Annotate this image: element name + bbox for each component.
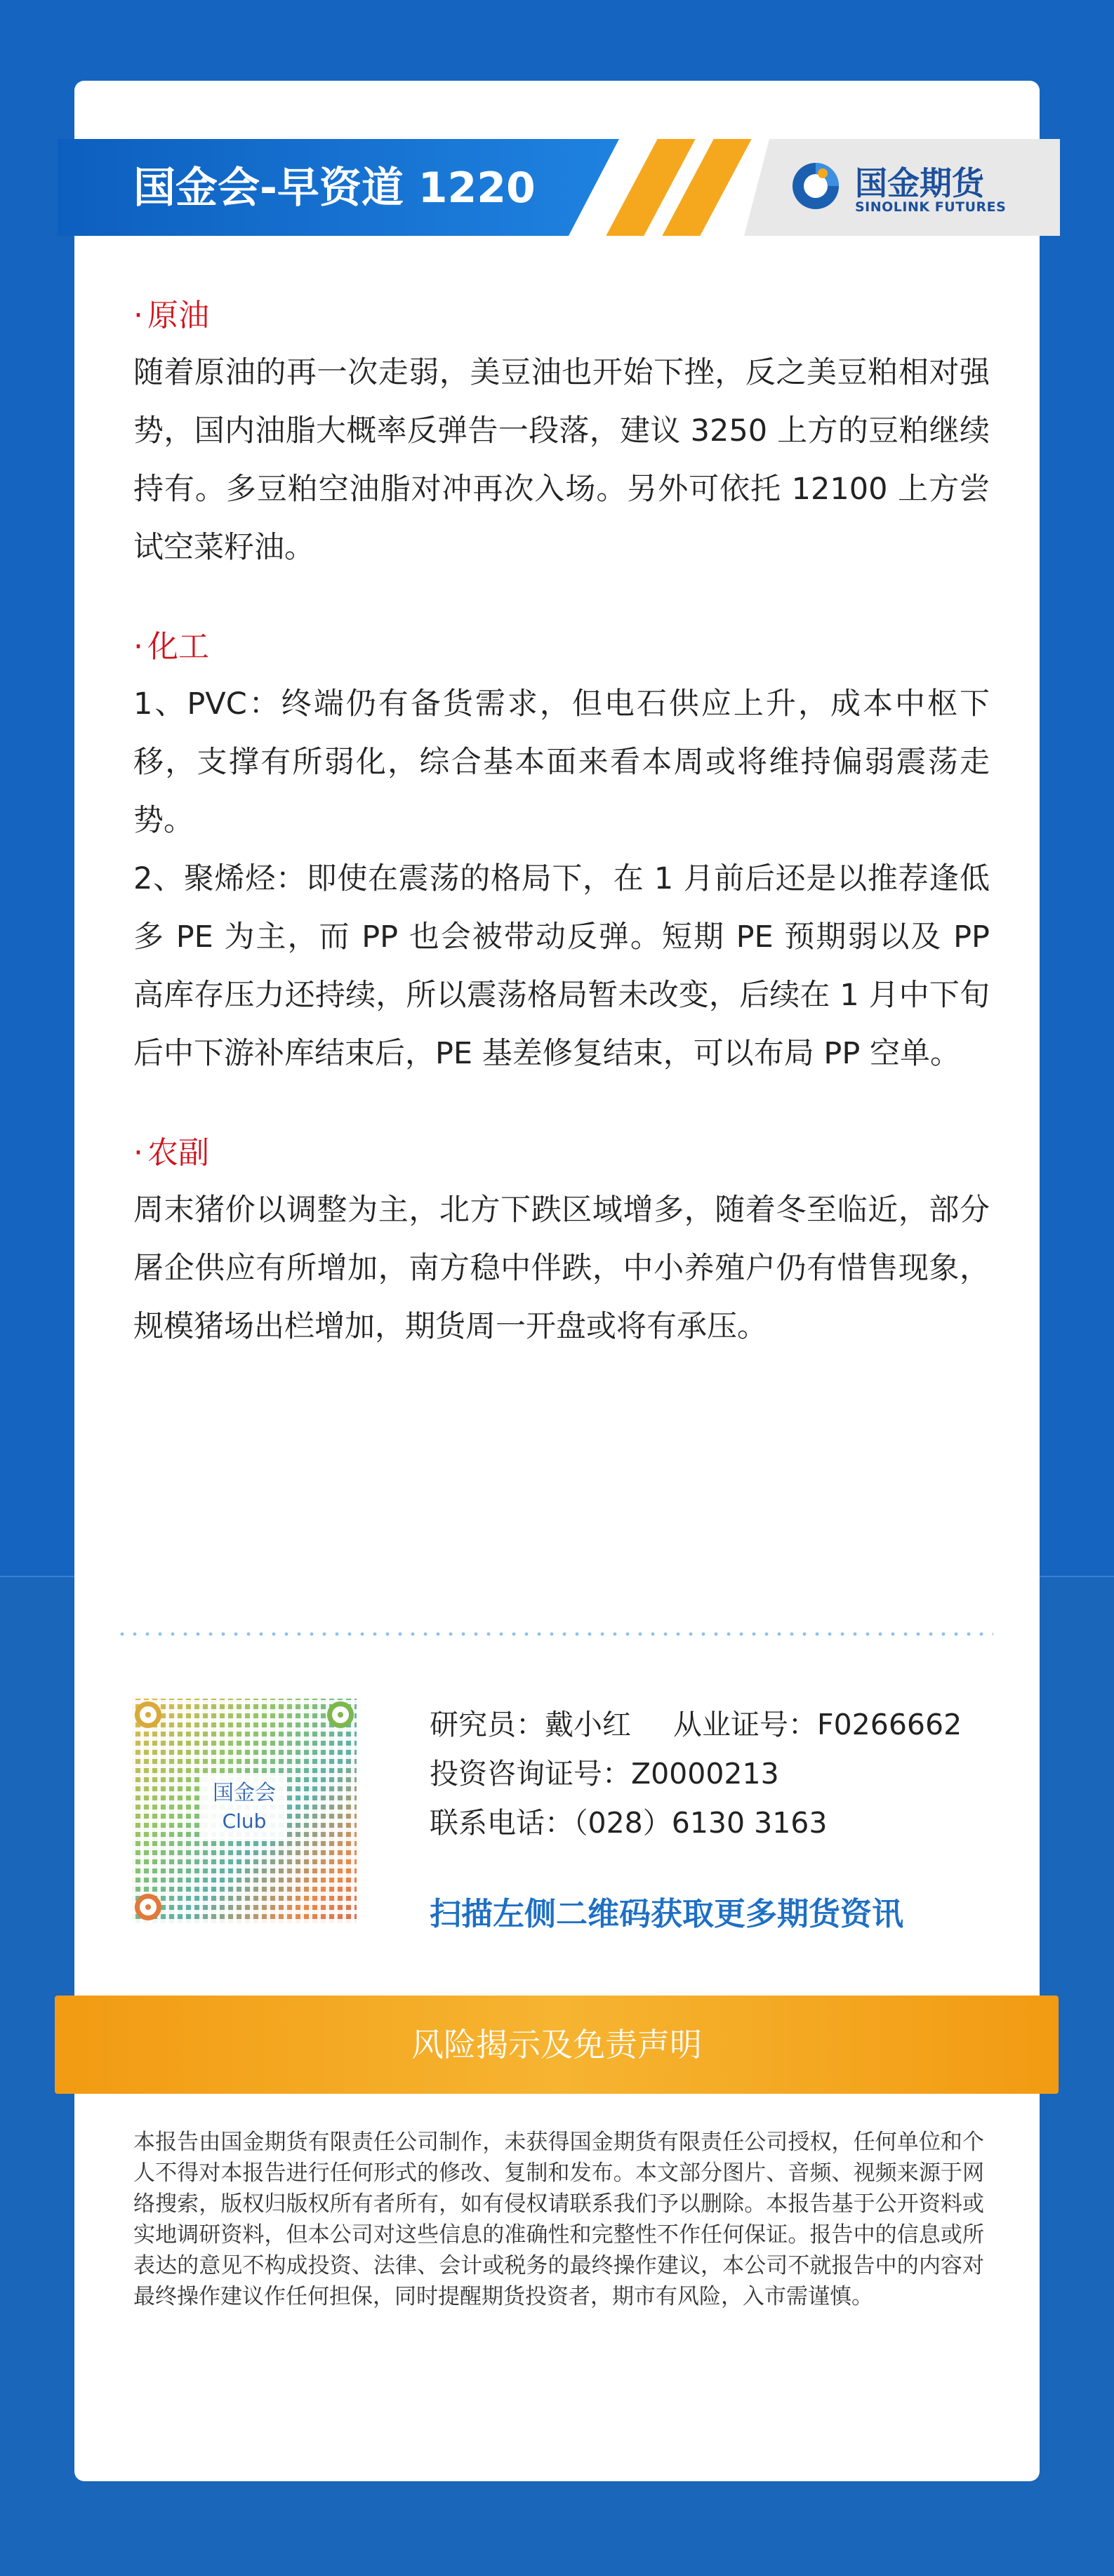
section-paragraph: 2、聚烯烃：即使在震荡的格局下，在 1 月前后还是以推荐逢低多 PE 为主，而 PP 也会被带动反弹。短期 PE 预期弱以及 PP 高库存压力还持续，所以震荡格局暂未改变，后续在 1 月中下旬后中下游补库结束后，PE 基差修复结束，可以布局 PP 空单。 xyxy=(133,861,990,1071)
qr-code[interactable] xyxy=(132,1699,357,1923)
section-title: · 原油 xyxy=(133,298,209,333)
researcher-row xyxy=(430,1700,1019,1749)
report-content xyxy=(133,295,990,1405)
researcher-name: 研究员：戴小红 xyxy=(430,1708,631,1741)
section-chemical xyxy=(133,626,990,1083)
sinolink-logo-icon xyxy=(790,160,842,212)
section-paragraph: 周末猪价以调整为主，北方下跌区域增多，随着冬至临近，部分屠企供应有所增加，南方稳中伴跌，中小养殖户仍有惜售现象，规模猪场出栏增加，期货周一开盘或将有承压。 xyxy=(133,1193,990,1344)
logo-text-en: SINOLINK FUTURES xyxy=(855,199,1007,215)
risk-title: 风险揭示及免责声明 xyxy=(411,2026,702,2064)
contact-info xyxy=(430,1700,1019,1847)
section-crude-oil xyxy=(133,295,990,577)
section-paragraph: 随着原油的再一次走弱，美豆油也开始下挫，反之美豆粕相对强势，国内油脂大概率反弹告一段落，建议 3250 上方的豆粕继续持有。多豆粕空油脂对冲再次入场。另外可依托 12100 上方尝试空菜籽油。 xyxy=(133,355,990,565)
dotted-divider xyxy=(116,1632,993,1636)
qr-center-label: 国金会 Club xyxy=(202,1776,286,1839)
disclaimer-text: 本报告由国金期货有限责任公司制作，未获得国金期货有限责任公司授权，任何单位和个人不得对本报告进行任何形式的修改、复制和发布。本文部分图片、音频、视频来源于网络搜索，版权归版权所有者所有，如有侵权请联系我们予以删除。本报告基于公开资料或实地调研资料，但本公司对这些信息的准确性和完整性不作任何保证。报告中的信息或所表达的意见不构成投资、法律、会计或税务的最终操作建议，本公司不就报告中的内容对最终操作建议作任何担保，同时提醒期货投资者，期市有风险，入市需谨慎。 xyxy=(133,2130,984,2309)
scan-prompt: 扫描左侧二维码获取更多期货资讯 xyxy=(430,1895,904,1932)
section-agriculture xyxy=(133,1132,990,1356)
consult-license: 投资咨询证号：Z0000213 xyxy=(430,1757,779,1791)
risk-banner xyxy=(55,1996,1059,2094)
license-number: 从业证号：F0266662 xyxy=(673,1708,962,1741)
qr-finder-icon xyxy=(135,1894,161,1920)
logo-text-cn: 国金期货 xyxy=(855,164,984,202)
section-paragraph: 1、PVC：终端仍有备货需求，但电石供应上升，成本中枢下移，支撑有所弱化，综合基本面来看本周或将维持偏弱震荡走势。 xyxy=(133,686,990,838)
contact-phone: 联系电话：（028）6130 3163 xyxy=(430,1806,828,1840)
section-title: · 化工 xyxy=(133,629,209,665)
qr-finder-icon xyxy=(327,1701,354,1728)
section-title: · 农副 xyxy=(133,1135,209,1171)
qr-finder-icon xyxy=(135,1701,161,1728)
page-title: 国金会-早资道 1220 xyxy=(133,164,536,213)
